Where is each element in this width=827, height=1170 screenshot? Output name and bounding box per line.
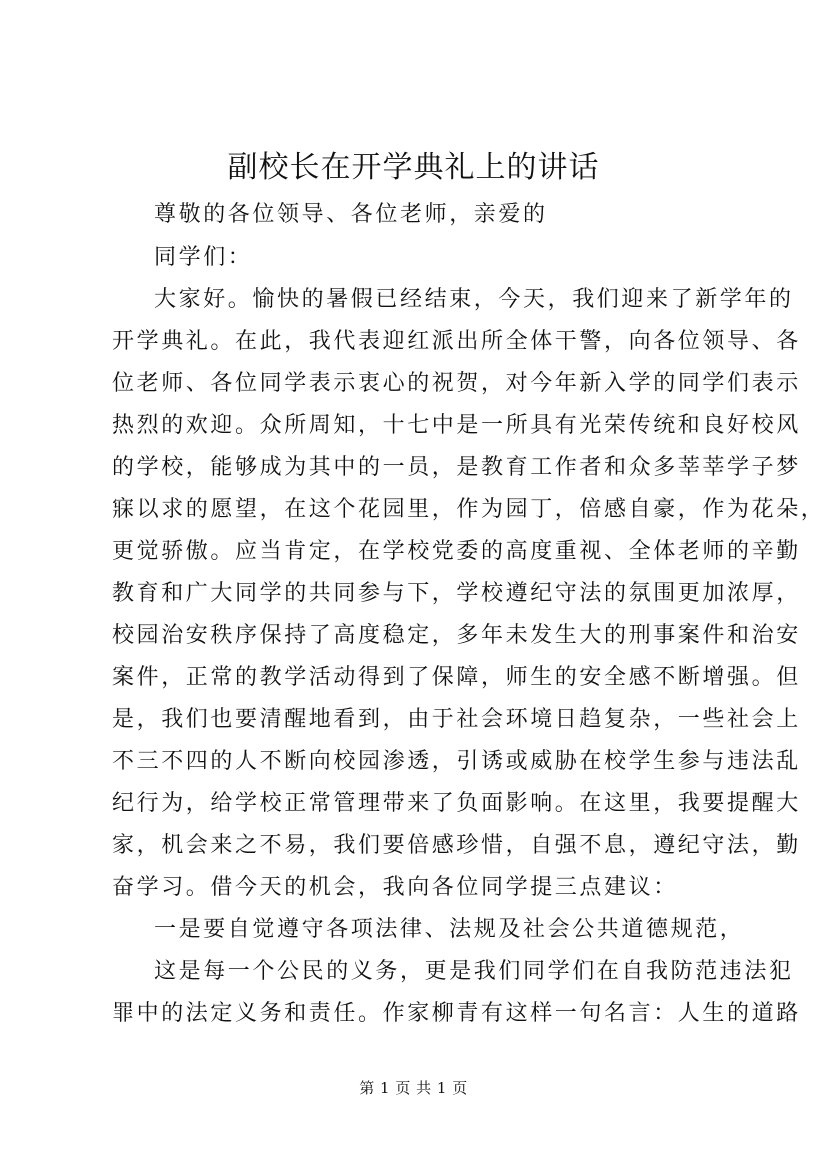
- salutation-line-1: 尊敬的各位领导、各位老师，亲爱的: [154, 202, 548, 227]
- paragraph-line: 寐以求的愿望，在这个花园里，作为园丁，倍感自豪，作为花朵，: [112, 497, 826, 522]
- paragraph-line: 不三不四的人不断向校园渗透，引诱或威胁在校学生参与违法乱: [112, 749, 801, 774]
- paragraph-line: 位老师、各位同学表示衷心的祝贺，对今年新入学的同学们表示: [112, 371, 801, 396]
- page-footer: 第 1 页 共 1 页: [359, 1079, 468, 1097]
- paragraph-line: 这是每一个公民的义务，更是我们同学们在自我防范违法犯: [154, 959, 794, 984]
- paragraph-line: 奋学习。借今天的机会，我向各位同学提三点建议：: [112, 875, 678, 900]
- page-title: 副校长在开学典礼上的讲话: [227, 150, 600, 185]
- paragraph-line: 罪中的法定义务和责任。作家柳青有这样一句名言：人生的道路: [112, 1001, 801, 1026]
- paragraph-line: 一是要自觉遵守各项法律、法规及社会公共道德规范，: [154, 917, 745, 942]
- paragraph-line: 大家好。愉快的暑假已经结束，今天，我们迎来了新学年的: [154, 287, 794, 312]
- paragraph-line: 开学典礼。在此，我代表迎红派出所全体干警，向各位领导、各: [112, 329, 801, 354]
- paragraph-line: 校园治安秩序保持了高度稳定，多年未发生大的刑事案件和治安: [112, 623, 801, 648]
- paragraph-line: 热烈的欢迎。众所周知，十七中是一所具有光荣传统和良好校风: [112, 413, 801, 438]
- paragraph-line: 纪行为，给学校正常管理带来了负面影响。在这里，我要提醒大: [112, 791, 801, 816]
- paragraph-line: 教育和广大同学的共同参与下，学校遵纪守法的氛围更加浓厚，: [112, 581, 801, 606]
- paragraph-line: 更觉骄傲。应当肯定，在学校党委的高度重视、全体老师的辛勤: [112, 539, 801, 564]
- paragraph-line: 的学校，能够成为其中的一员，是教育工作者和众多莘莘学子梦: [112, 455, 801, 480]
- salutation-line-2: 同学们：: [154, 245, 253, 270]
- paragraph-line: 案件，正常的教学活动得到了保障，师生的安全感不断增强。但: [112, 665, 801, 690]
- paragraph-line: 家，机会来之不易，我们要倍感珍惜，自强不息，遵纪守法，勤: [112, 833, 801, 858]
- paragraph-line: 是，我们也要清醒地看到，由于社会环境日趋复杂，一些社会上: [112, 707, 801, 732]
